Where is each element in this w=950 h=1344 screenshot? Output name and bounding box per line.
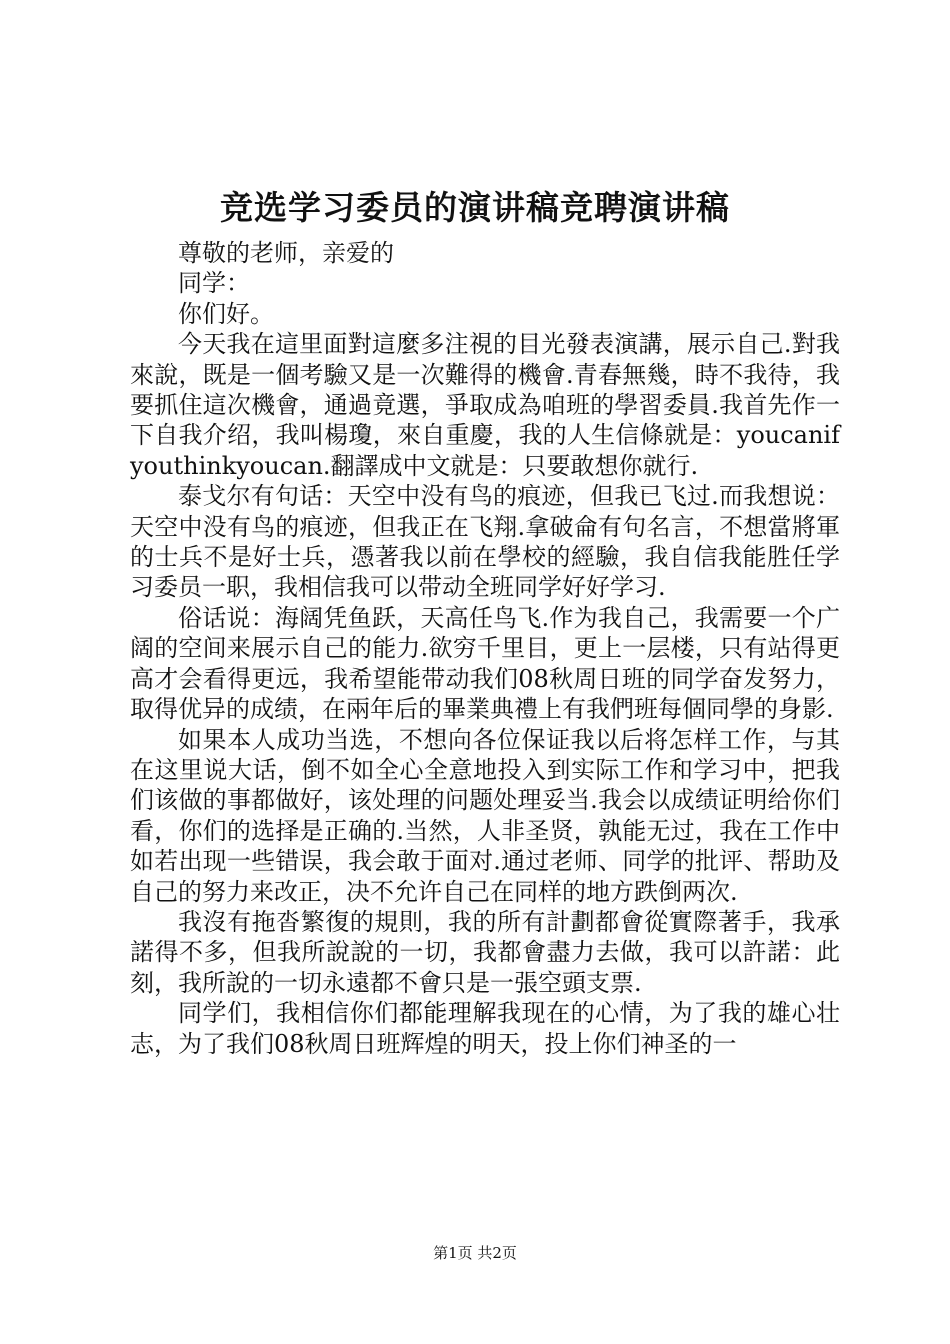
paragraph: 尊敬的老师，亲爱的 (178, 239, 394, 267)
paragraph: 如果本人成功当选，不想向各位保证我以后将怎样工作，与其在这里说大话，倒不如全心全意地投入到实际工作和学习中，把我们该做的事都做好，该处理的问题处理妥当.我会以成绩证明给你们看，你们的选择是正确的.当然，人非圣贤，孰能无过，我在工作中如若出现一些错误，我会敢于面对.通过老师、同学的批评、帮助及自己的努力来改正，决不允许自己在同样的地方跌倒两次. (130, 725, 840, 906)
paragraph: 泰戈尔有句话：天空中没有鸟的痕迹，但我已飞过.而我想说：天空中没有鸟的痕迹，但我正在飞翔.拿破侖有句名言，不想當將軍的士兵不是好士兵，憑著我以前在學校的經驗，我自信我能胜任学习委员一职，我相信我可以带动全班同学好好学习. (130, 482, 840, 602)
document-title: 竞选学习委员的演讲稿竞聘演讲稿 (220, 188, 730, 227)
paragraph: 你们好。 (178, 299, 274, 328)
page-footer: 第1页 共2页 (433, 1244, 517, 1262)
paragraph: 同学们，我相信你们都能理解我现在的心情，为了我的雄心壮志，为了我们08秋周日班辉煌的明天，投上你们神圣的一 (130, 999, 840, 1058)
paragraph: 同学： (178, 269, 250, 298)
paragraph: 俗话说：海阔凭鱼跃，天高任鸟飞.作为我自己，我需要一个广阔的空间来展示自己的能力.欲穷千里目，更上一层楼，只有站得更高才会看得更远，我希望能带动我们08秋周日班的同学奋发努力，取得优异的成绩，在兩年后的畢業典禮上有我們班每個同學的身影. (130, 603, 840, 724)
paragraph: 今天我在這里面對這麼多注視的目光發表演講，展示自己.對我來說，既是一個考驗又是一次難得的機會.青春無幾，時不我待，我要抓住這次機會，通過竟選，爭取成為咱班的學習委員.我首先作一下自我介绍，我叫楊瓊，來自重慶，我的人生信條就是：youcanifyouthinkyoucan.翻譯成中文就是：只要敢想你就行. (130, 330, 840, 480)
paragraph: 我沒有拖沓繁復的規則，我的所有計劃都會從實際著手，我承諾得不多，但我所說說的一切，我都會盡力去做，我可以許諾：此刻，我所說的一切永遠都不會只是一張空頭支票. (130, 907, 840, 997)
document-body (130, 238, 840, 1059)
